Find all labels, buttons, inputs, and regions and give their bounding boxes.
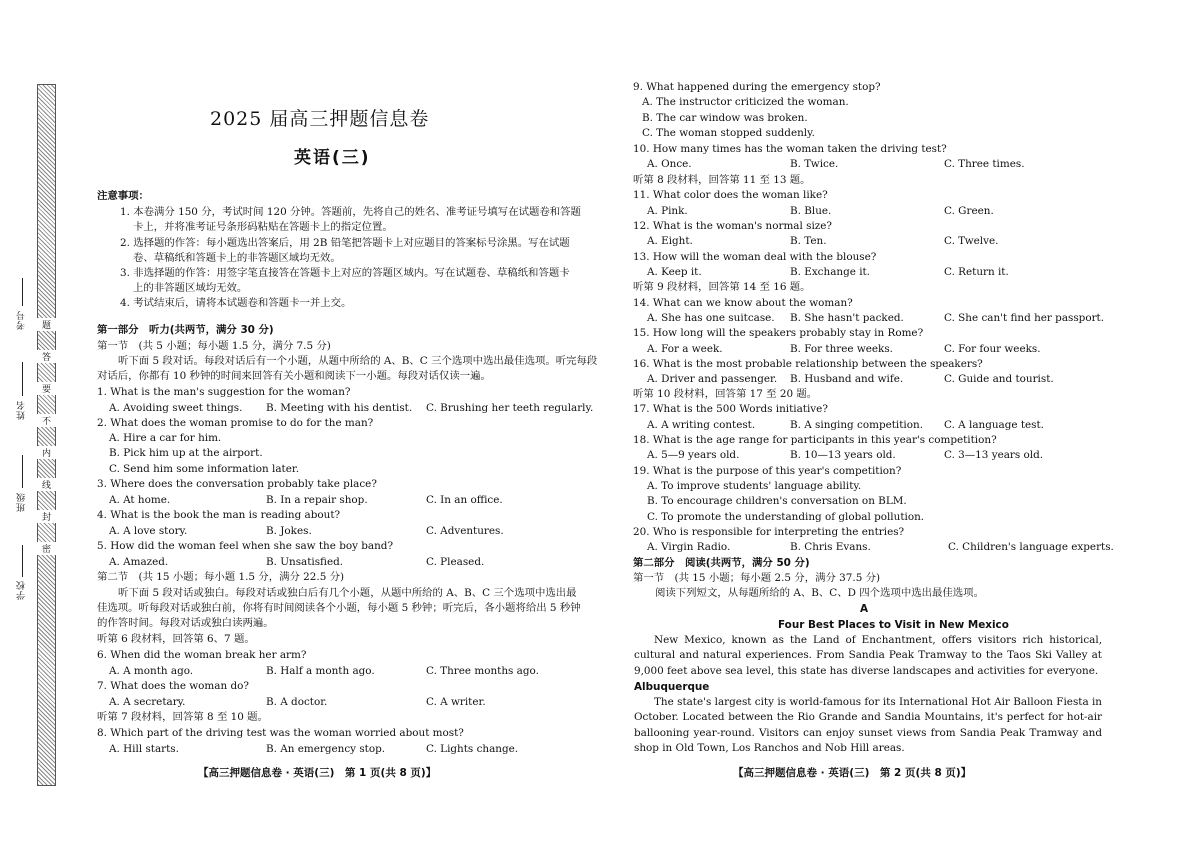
passage-paragraph: The state's largest city is world-famous for its International Hot Air Balloon Fiesta in October. Located between the Rio Grande and Sandia Mountains, it's perfect for hot-air ballooning year-round. Visitors can enjoy sunset views from Sandia Peak Tramway and shop in Old Town, Los Ranchos and Nob Hill areas. [634,696,1102,754]
page-footer: 【高三押题信息卷 · 英语(三) 第 1 页(共 8 页)】 [198,767,437,779]
material-note: 听第 6 段材料，回答第 6、7 题。 [97,633,255,645]
option: C. Guide and tourist. [944,373,1054,385]
option: A. Keep it. [647,266,702,278]
section-title: 第二节 (共 15 小题；每小题 1.5 分，满分 22.5 分) [97,571,345,583]
instruction-line: 阅读下列短文，从每题所给的 A、B、C、D 四个选项中选出最佳选项。 [655,587,984,599]
question-stem: 19. What is the purpose of this year's competition? [633,465,902,477]
option: B. Meeting with his dentist. [266,402,413,414]
option: C. The woman stopped suddenly. [642,127,815,139]
question-stem: 17. What is the 500 Words initiative? [633,403,828,415]
option: A. A writing contest. [647,419,756,431]
question-stem: 12. What is the woman's normal size? [633,220,832,232]
section-title: 第一节 (共 15 小题；每小题 2.5 分，满分 37.5 分) [633,572,881,584]
option: B. In a repair shop. [266,494,368,506]
question-stem: 14. What can we know about the woman? [633,297,853,309]
question-stem: 2. What does the woman promise to do for the man? [97,417,374,429]
field-name-label: 姓名 [17,400,27,420]
question-stem: 3. Where does the conversation probably take place? [97,478,377,490]
notice-line: 2. 选择题的作答：每小题选出答案后，用 2B 铅笔把答题卡上对应题目的答案标号涂黑。写在试题 [120,237,570,249]
part-title: 第一部分 听力(共两节，满分 30 分) [97,324,274,336]
question-stem: 11. What color does the woman like? [633,189,828,201]
question-stem: 5. How did the woman feel when she saw the boy band? [97,540,394,552]
question-stem: 6. When did the woman break her arm? [97,649,307,661]
option: B. Ten. [790,235,827,247]
option: B. She hasn't packed. [790,312,904,324]
passage-subheading: Albuquerque [634,681,710,693]
notice-line: 卡上，并将准考证号条形码粘贴在答题卡上的指定位置。 [133,221,393,233]
option: A. For a week. [647,343,723,355]
exam-subject: 英语(三) [294,148,371,168]
question-stem: 4. What is the book the man is reading about? [97,509,341,521]
option: A. A month ago. [109,665,194,677]
field-school-label: 学校 [17,580,27,600]
notice-line: 4. 考试结束后，请将本试题卷和答题卡一并上交。 [120,297,352,309]
option: C. Twelve. [944,235,999,247]
option: C. Three times. [944,158,1025,170]
option: B. 10—13 years old. [790,449,896,461]
option: C. Three months ago. [426,665,539,677]
option: C. To promote the understanding of global pollution. [647,511,925,523]
notice-line: 3. 非选择题的作答：用签字笔直接答在答题卡上对应的答题区域内。写在试题卷、草稿纸和答题卡 [120,267,570,279]
option: A. Amazed. [109,556,169,568]
seal-char: 答 [37,350,56,363]
seal-char: 内 [37,446,56,459]
question-stem: 10. How many times has the woman taken the driving test? [633,143,947,155]
option: A. Eight. [647,235,693,247]
option: C. Send him some information later. [109,463,300,475]
field-class-label: 班级 [17,492,27,512]
option: C. Adventures. [426,525,504,537]
material-note: 听第 7 段材料，回答第 8 至 10 题。 [97,711,268,723]
seal-char: 要 [37,382,56,395]
option: B. Pick him up at the airport. [109,447,263,459]
passage-paragraph: New Mexico, known as the Land of Enchantment, offers visitors rich historical, cultural and natural experiences. From Sandia Peak Tramway to the Taos Ski Valley at 9,000 feet above sea level, this state has diverse landscapes and activities for everyone. [634,634,1102,677]
section-title: 第一节 (共 5 小题；每小题 1.5 分，满分 7.5 分) [97,340,331,352]
question-stem: 7. What does the woman do? [97,680,249,692]
option: C. Lights change. [426,743,519,755]
option: B. The car window was broken. [642,112,808,124]
option: C. A language test. [944,419,1044,431]
question-stem: 9. What happened during the emergency stop? [633,81,881,93]
notice-line: 卷、草稿纸和答题卡上的非答题区域均无效。 [133,252,341,264]
option: A. Once. [647,158,692,170]
seal-char: 题 [37,318,56,331]
instruction-line: 听下面 5 段对话或独白。每段对话或独白后有几个小题，从题中所给的 A、B、C 三个选项中选出最 [118,587,577,599]
seal-char: 不 [37,414,56,427]
option: A. She has one suitcase. [647,312,775,324]
option: C. In an office. [426,494,503,506]
option: B. Twice. [790,158,839,170]
option: C. Pleased. [426,556,485,568]
option: A. Hire a car for him. [109,432,222,444]
option: B. Blue. [790,205,832,217]
question-stem: 18. What is the age range for participants in this year's competition? [633,434,997,446]
instruction-line: 听下面 5 段对话。每段对话后有一个小题，从题中所给的 A、B、C 三个选项中选出最佳选项。听完每段 [118,355,598,367]
option: B. A doctor. [266,696,328,708]
seal-char: 密 [37,542,56,555]
option: B. Half a month ago. [266,665,375,677]
material-note: 听第 10 段材料，回答第 17 至 20 题。 [633,388,818,400]
instruction-line: 对话后，你都有 10 秒钟的时间来回答有关小题和阅读下一小题。每段对话仅读一遍。 [97,370,491,382]
notice-line: 1. 本卷满分 150 分，考试时间 120 分钟。答题前，先将自己的姓名、准考证号填写在试题卷和答题 [120,206,581,218]
option: C. A writer. [426,696,486,708]
option: C. Return it. [944,266,1009,278]
part-title: 第二部分 阅读(共两节，满分 50 分) [633,557,810,569]
passage-title: Four Best Places to Visit in New Mexico [778,619,1009,631]
question-stem: 13. How will the woman deal with the blouse? [633,251,877,263]
seal-char: 封 [37,510,56,523]
option: C. 3—13 years old. [944,449,1044,461]
page-2 [600,0,1200,849]
option: B. Chris Evans. [790,541,871,553]
notice-title: 注意事项： [97,190,149,202]
option: A. 5—9 years old. [647,449,740,461]
question-stem: 1. What is the man's suggestion for the woman? [97,386,351,398]
option: B. Jokes. [266,525,312,537]
instruction-line: 佳选项。听每段对话或独白前，你将有时间阅读各个小题，每小题 5 秒钟；听完后，各小题将给出 5 秒钟 [97,602,581,614]
option: C. Brushing her teeth regularly. [426,402,594,414]
question-stem: 15. How long will the speakers probably stay in Rome? [633,327,924,339]
option: A. Hill starts. [109,743,179,755]
option: C. Children's language experts. [948,541,1114,553]
option: B. Unsatisfied. [266,556,344,568]
exam-title: 2025 届高三押题信息卷 [210,108,430,130]
field-exam-number-label: 考号 [17,310,27,330]
option: A. At home. [109,494,171,506]
page-footer: 【高三押题信息卷 · 英语(三) 第 2 页(共 8 页)】 [733,767,972,779]
option: A. Driver and passenger. [647,373,778,385]
option: A. The instructor criticized the woman. [642,96,849,108]
option: B. Exchange it. [790,266,870,278]
option: B. Husband and wife. [790,373,904,385]
notice-line: 上的非答题区域均无效。 [133,282,248,294]
option: A. Pink. [647,205,688,217]
option: A. Virgin Radio. [647,541,731,553]
option: B. For three weeks. [790,343,893,355]
option: A. To improve students' language ability. [647,480,862,492]
material-note: 听第 8 段材料，回答第 11 至 13 题。 [633,174,811,186]
option: A. A secretary. [109,696,186,708]
option: C. For four weeks. [944,343,1041,355]
option: B. A singing competition. [790,419,923,431]
question-stem: 8. Which part of the driving test was the woman worried about most? [97,727,464,739]
option: C. Green. [944,205,994,217]
material-note: 听第 9 段材料，回答第 14 至 16 题。 [633,281,811,293]
option: A. A love story. [109,525,188,537]
instruction-line: 的作答时间。每段对话或独白读两遍。 [97,617,274,629]
question-stem: 16. What is the most probable relationship between the speakers? [633,358,983,370]
option: B. An emergency stop. [266,743,386,755]
passage-letter: A [860,603,869,615]
seal-char: 线 [37,478,56,491]
question-stem: 20. Who is responsible for interpreting the entries? [633,526,905,538]
option: A. Avoiding sweet things. [109,402,243,414]
option: B. To encourage children's conversation on BLM. [647,495,907,507]
option: C. She can't find her passport. [944,312,1105,324]
